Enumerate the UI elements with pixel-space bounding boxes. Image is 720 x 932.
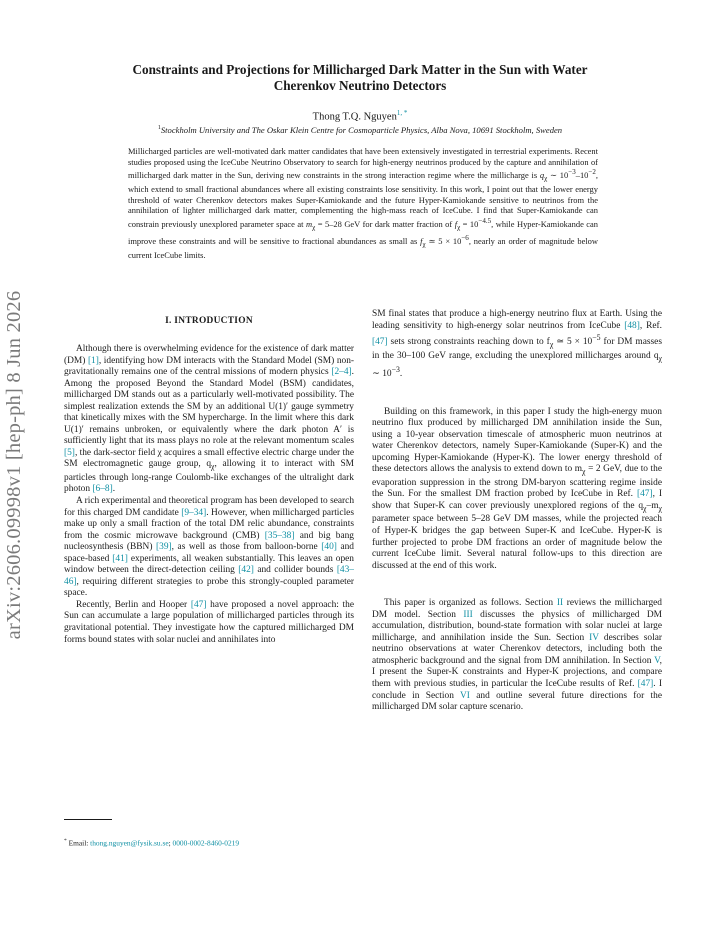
intro-paragraph-4: Building on this framework, in this paper I study the high-energy muon neutrino flux produced by millicharged DM annihilation inside the Sun, using a 10-year observation timescale of atmospheric muon neutrinos at water Cherenkov detectors, namely Super-Kamiokande (Super-K) and the upcoming Hyper-Kamiokande (Hyper-K). The lower energy threshold of these detectors allows the analysis to extend down to $m_\chi = 2$ GeV, due to the evaporation suppression in the strong DM-baryon scattering regime inside the Sun. For the smallest DM fraction probed by IceCube in Ref. [47], I show that Super-K can cover previously unexplored regions of the $q_\chi-m_\chi$ parameter space between 5–28 GeV DM masses, while the projected reach of Hyper-K bridges the gap between Super-K and IceCube. Hyper-K is further projected to probe DM fractions an order of magnitude below the current IceCube limit. Several natural follow-ups to this direction are discussed at the end of this work. <box>372 406 663 571</box>
arxiv-identifier: arXiv:2606.09998v1 [hep-ph] 8 Jun 2026 <box>3 290 25 640</box>
section-link[interactable]: III <box>463 609 473 620</box>
intro-paragraph-3: Recently, Berlin and Hooper [47] have proposed a novel approach: the Sun can accumulate a large population of millicharged particles through its gravitational potential. They investigate how the captured millicharged DM forms bound states with solar nuclei and annihilates into <box>64 599 355 645</box>
title-line-1: Constraints and Projections for Millicharged Dark Matter in the Sun with Water <box>132 62 588 77</box>
right-column <box>372 309 662 714</box>
citation-link[interactable]: [48] <box>624 320 640 331</box>
title-line-2: Cherenkov Neutrino Detectors <box>273 78 447 93</box>
author-name: Thong T.Q. Nguyen <box>312 111 397 123</box>
footnote-mark: * <box>64 838 67 844</box>
footnote-label: Email: <box>68 838 91 848</box>
footnote-divider <box>64 819 112 820</box>
intro-paragraph-2: A rich experimental and theoretical program has been developed to search for this charged DM candidate [9–34]. However, when millicharged particles make up only a small fraction of the total DM relic abundance, constraints from the cosmic microwave background (CMB) [35–38] and big bang nucleosynthesis (BBN) [39], as well as those from balloon-borne [40] and space-based [41] experiments, all weaken substantially. This leaves an open window between the direct-detection ceiling [42] and collider bounds [43–46], requiring different strategies to probe this strongly-coupled parameter space. <box>64 495 355 599</box>
citation-link[interactable]: [47] <box>372 337 388 348</box>
email-link[interactable]: thong.nguyen@fysik.su.se <box>90 838 169 848</box>
citation-link[interactable]: [2–4] <box>331 367 352 378</box>
section-link[interactable]: VI <box>460 690 470 701</box>
affiliation-mark: 1 <box>157 125 161 132</box>
paper-title <box>70 62 650 94</box>
orcid-link[interactable]: 0000-0002-8460-0219 <box>172 838 240 848</box>
intro-paragraph-1: Although there is overwhelming evidence for the existence of dark matter (DM) [1], identifying how DM interacts with the Standard Model (SM) non-gravitationally remains one of the central missions of modern physics [2–4]. Among the proposed Beyond the Standard Model (BSM) candidates, millicharged DM stands out as a particularly well-motivated possibility. The simplest realization extends the SM by an additional U(1)′ gauge symmetry that kinetically mixes with the SM hypercharge. In the limit where this dark U(1)′ remains unbroken, or equivalently where the dark photon A′ is sufficiently light that its mass plays no role at the relevant momentum scales [5], the dark-sector field χ acquires a small effective electric charge under the SM electromagnetic gauge group, $q_\chi$, allowing it to interact with SM particles through long-range Coulomb-like exchanges of the ultralight dark photon [6–8]. <box>64 344 355 495</box>
citation-link[interactable]: [41] <box>112 553 128 564</box>
affiliation <box>0 125 720 135</box>
abstract: Millicharged particles are well-motivated dark matter candidates that have been extensively investigated in terrestrial experiments. Recent studies proposed using the IceCube Neutrino Observatory to search for high-energy neutrinos produced by the capture and annihilation of millicharged dark matter in the Sun, deriving new constraints in the strong interaction regime where the millicharge is $q_\chi$ ∼ $10^{-3}-10^{-2}$, which extend to small fractional abundances where all existing constraints lose sensitivity. In this work, I point out that the lower energy threshold of water Cherenkov detectors makes Super-Kamiokande and the future Hyper-Kamiokande sensitive to neutrinos from the annihilation of lighter millicharged dark matter, complementing the high-mass reach of IceCube. I find that Super-Kamiokande can constrain previously unexplored parameter space at $m_\chi = 5-28$ GeV for dark matter fraction of $f_\chi = 10^{-4.5}$, while Hyper-Kamiokande can improve these constraints and will be sensitive to fractional abundances as small as $f_\chi$ ≃ $5 \times 10^{-6}$, nearly an order of magnitude below current IceCube limits. <box>128 146 599 261</box>
section-link[interactable]: IV <box>589 632 599 643</box>
citation-link[interactable]: [1] <box>87 355 99 366</box>
citation-link[interactable]: [43–46] <box>64 565 354 587</box>
citation-link[interactable]: [42] <box>238 565 254 576</box>
citation-link[interactable]: [40] <box>321 542 337 553</box>
citation-link[interactable]: [35–38] <box>264 530 295 541</box>
affiliation-text: Stockholm University and The Oskar Klein Centre for Cosmoparticle Physics, Alba Nova, 10691 Stockholm, Sweden <box>160 125 563 135</box>
intro-paragraph-5: This paper is organized as follows. Section II reviews the millicharged DM model. Section III discusses the physics of millicharged DM accumulation, distribution, bound-state formation with solar nuclei at large millicharge, and annihilation inside the Sun. Section IV describes solar neutrino observations at water Cherenkov detectors, including both the atmospheric background and the signal from DM annihilation. In Section V, I present the Super-K constraints and Hyper-K projections, and compare them with previous studies, in particular the IceCube results of Ref. [47]. I conclude in Section VI and outline several future directions for the millicharged DM solar capture scenario. <box>372 598 662 713</box>
left-column <box>64 344 354 646</box>
section-heading-introduction: I. INTRODUCTION <box>165 316 253 326</box>
citation-link[interactable]: [6–8] <box>92 484 113 495</box>
citation-link[interactable]: [5] <box>64 447 75 458</box>
footnote: * Email: thong.nguyen@fysik.su.se; 0000-0002-8460-0219 <box>64 838 240 848</box>
author-line <box>0 109 720 123</box>
section-link[interactable]: V <box>654 655 660 666</box>
intro-paragraph-continued: SM final states that produce a high-energy neutrino flux at Earth. Using the leading sensitivity to high-energy solar neutrinos from IceCube [48], Ref. [47] sets strong constraints reaching down to $f_\chi$ ≃ $5 \times 10^{-5}$ for DM masses in the 30–100 GeV range, excluding the unexplored millicharges around $q_\chi$ ∼ $10^{-3}$. <box>372 309 662 380</box>
section-link[interactable]: II <box>556 598 564 609</box>
citation-link[interactable]: [47] <box>637 678 654 689</box>
citation-link[interactable]: [9–34] <box>181 507 207 518</box>
citation-link[interactable]: [47] <box>190 599 207 610</box>
citation-link[interactable]: [39] <box>156 542 172 553</box>
citation-link[interactable]: [47] <box>636 489 653 500</box>
author-mark[interactable]: 1, * <box>396 109 408 117</box>
